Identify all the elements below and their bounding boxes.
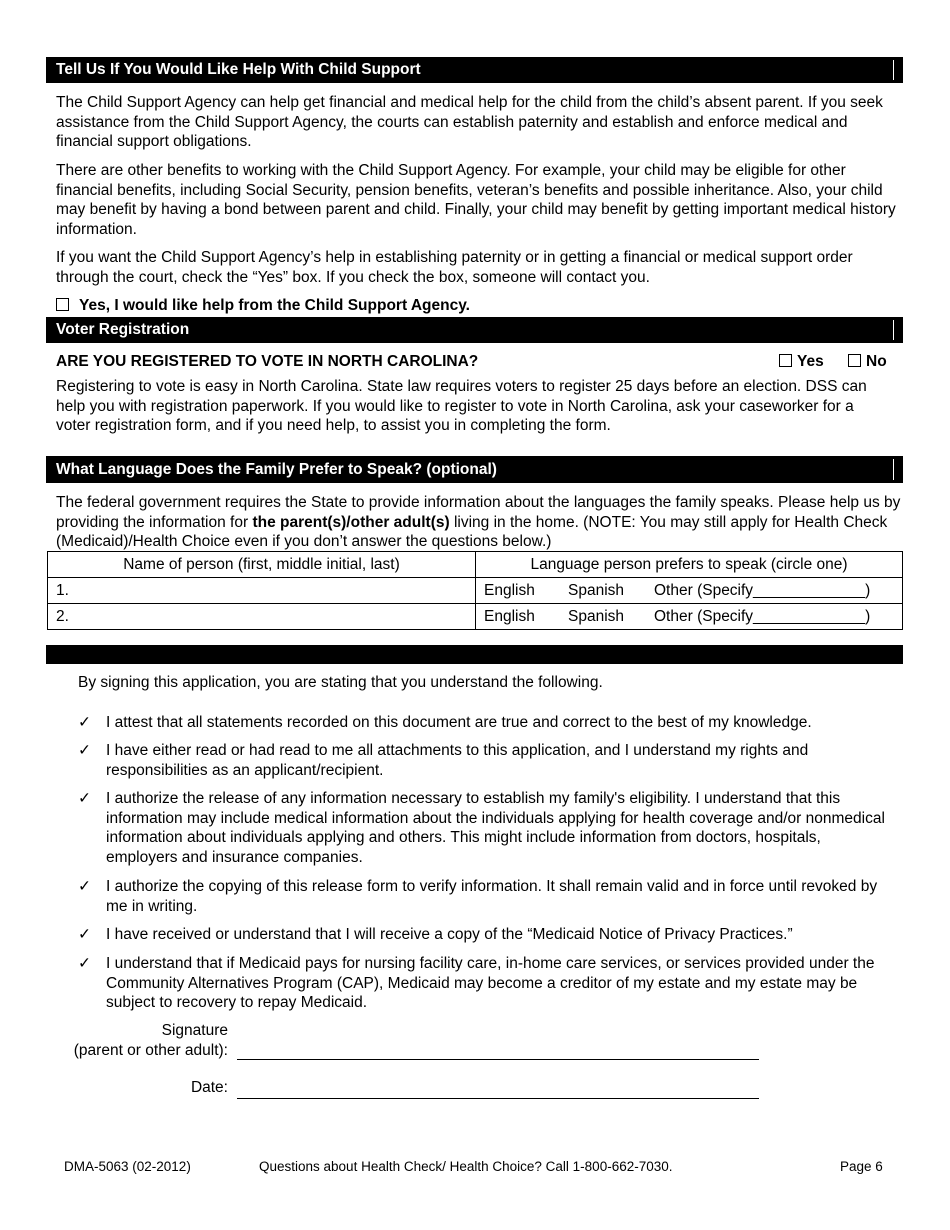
col-lang-header: Language person prefers to speak (circle one) [476,552,903,578]
language-table-header [48,552,903,578]
row-number: 2. [56,607,69,625]
language-para [56,493,901,552]
signature-label-line-2: (parent or other adult): [73,1042,228,1059]
attestation-item [78,713,893,733]
signature-line[interactable] [237,1059,759,1060]
option-other[interactable]: Other (Specify_____________) [654,607,871,625]
option-spanish[interactable]: Spanish [568,581,625,599]
attestation-intro: By signing this application, you are stating that you understand the following. [78,674,603,691]
child-support-para-2: There are other benefits to working with the Child Support Agency. For example, your child may be eligible for other financial benefits, including Social Security, pension benefits, veteran’s benefits and possible inheritance. Also, your child may benefit by having a bond between parent and child. Finally, your child may benefit by getting important medical history information. [56,162,896,238]
option-spanish[interactable]: Spanish [568,607,625,625]
attestation-item-text: I understand that if Medicaid pays for nursing facility care, in-home care services, or services provided under the Community Alternatives Program (CAP), Medicaid may become a creditor of my estate and my estate may be subject to recovery to repay Medicaid. [106,955,875,1012]
child-support-option [56,297,470,315]
attestation-item [78,741,893,780]
child-support-header [46,57,903,83]
checkmark-icon: ✓ [78,878,91,895]
signature-label-line-1: Signature [161,1022,228,1039]
person-name-cell[interactable] [48,604,476,630]
voter-registration-header [46,317,903,343]
header-divider [893,60,894,80]
option-other[interactable]: Other (Specify_____________) [654,581,871,599]
attestation-item-text: I authorize the release of any information necessary to establish my family's eligibility. I understand that this information may include medical information about the individuals applying for health coverage and/or nonmedical information about individuals applying and others. This might include information from doctors, hospitals, employers and insurance companies. [106,790,885,866]
language-para-pre: The federal government requires the State to provide information about the languages the family speaks. Please help us by providing the information for [56,494,901,531]
voter-no-checkbox[interactable] [848,354,861,367]
checkmark-icon: ✓ [78,926,91,943]
child-support-header-text: Tell Us If You Would Like Help With Child Support [56,61,421,78]
date-line[interactable] [237,1098,759,1099]
voter-yes-label: Yes [797,353,824,370]
footer-help-text: Questions about Health Check/ Health Choice? Call 1-800-662-7030. [259,1159,673,1174]
attestation-item-text: I authorize the copying of this release form to verify information. It shall remain valid and in force until revoked by me in writing. [106,878,878,915]
attestation-item [78,925,893,945]
attestation-item [78,954,893,1013]
option-english[interactable]: English [484,607,535,625]
footer-page-number: Page 6 [840,1159,883,1174]
language-choice-cell [476,578,903,604]
attestation-item-text: I have either read or had read to me all attachments to this application, and I understand my rights and responsibilities as an applicant/recipient. [106,742,809,779]
voter-no-label: No [866,353,887,370]
footer-form-id: DMA-5063 (02-2012) [64,1159,191,1174]
child-support-checkbox-label: Yes, I would like help from the Child Support Agency. [79,297,470,314]
child-support-para-3: If you want the Child Support Agency’s help in establishing paternity or in getting a financial or medical support order through the court, check the “Yes” box. If you check the box, someone will contact you. [56,249,853,286]
language-choice-cell [476,604,903,630]
voter-yes-option [779,353,824,371]
table-row [48,604,903,630]
col-name-header: Name of person (first, middle initial, last) [48,552,476,578]
language-para-bold: the parent(s)/other adult(s) [252,513,450,531]
language-header-text: What Language Does the Family Prefer to Speak? (optional) [56,461,497,478]
checkmark-icon: ✓ [78,955,91,972]
voter-question: ARE YOU REGISTERED TO VOTE IN NORTH CAROLINA? [56,353,479,370]
signature-label [40,1021,228,1061]
attestation-item [78,877,893,916]
row-number: 1. [56,581,69,599]
checkmark-icon: ✓ [78,790,91,807]
voter-yes-checkbox[interactable] [779,354,792,367]
person-name-cell[interactable] [48,578,476,604]
language-para-post: living in the home. (NOTE: You may still apply for Health Check (Medicaid)/Health Choice even if you don’t answer the questions below.) [56,513,888,551]
voter-no-option [848,353,887,371]
checkmark-icon: ✓ [78,742,91,759]
checkmark-icon: ✓ [78,714,91,731]
child-support-para-1: The Child Support Agency can help get financial and medical help for the child from the child’s absent parent. If you seek assistance from the Child Support Agency, the courts can establish paternity and establish and enforce medical and financial support obligations. [56,94,883,151]
language-header [46,456,903,483]
header-divider [893,320,894,340]
child-support-checkbox[interactable] [56,298,69,311]
voter-para: Registering to vote is easy in North Carolina. State law requires voters to register 25 days before an election. DSS can help you with registration paperwork. If you would like to register to vote in North Carolina, ask your caseworker for a voter registration form, and if you need help, to assist you in completing the form. [56,378,867,435]
language-table [47,551,903,630]
attestation-item-text: I have received or understand that I will receive a copy of the “Medicaid Notice of Privacy Practices.” [106,926,793,943]
attestation-header-bar [46,645,903,664]
header-divider [893,459,894,480]
table-row [48,578,903,604]
voter-registration-header-text: Voter Registration [56,321,190,338]
option-english[interactable]: English [484,581,535,599]
attestation-item-text: I attest that all statements recorded on this document are true and correct to the best of my knowledge. [106,714,812,731]
attestation-item [78,789,893,867]
date-label: Date: [190,1079,228,1096]
